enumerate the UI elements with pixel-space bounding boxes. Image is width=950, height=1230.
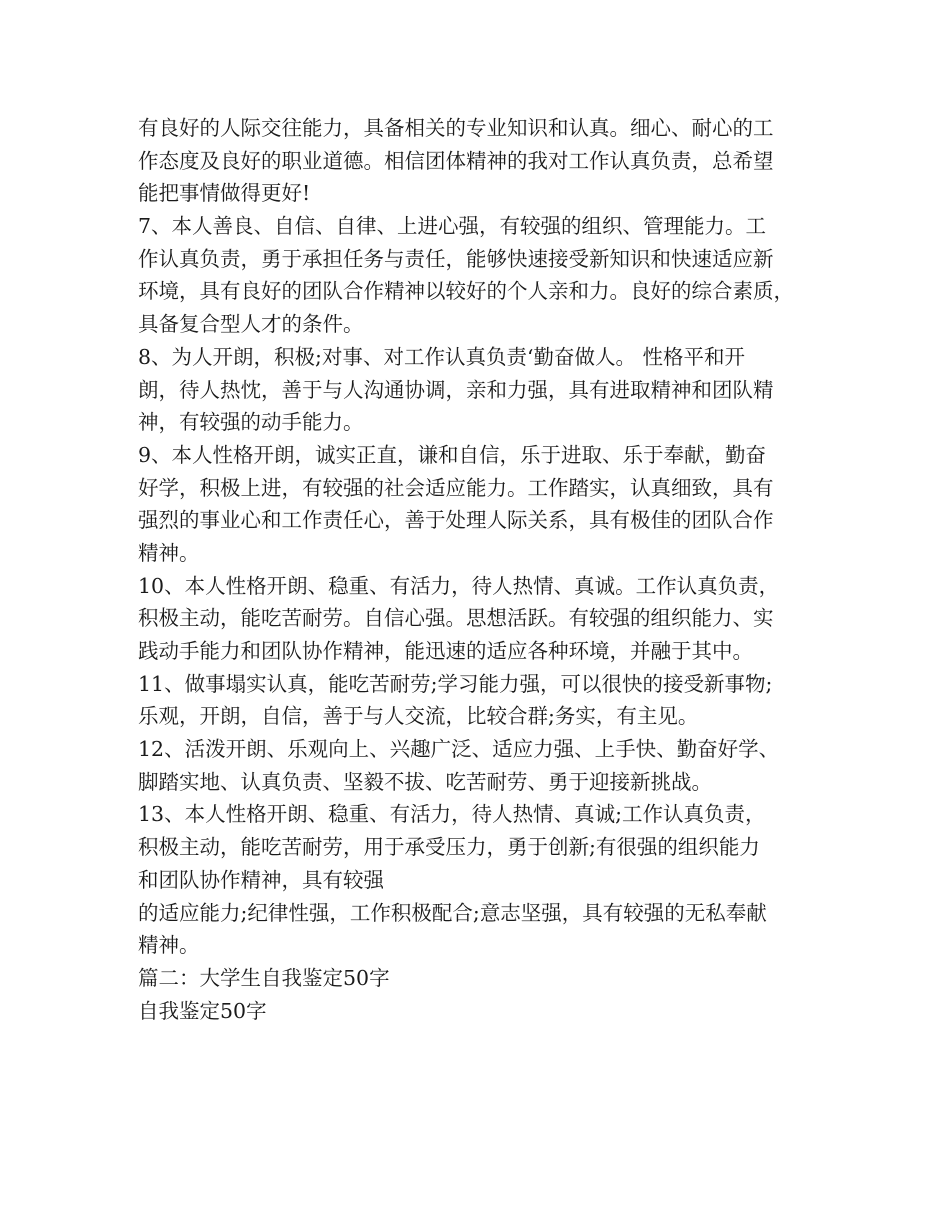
text-line: 好学，积极上进，有较强的社会适应能力。工作踏实，认真细致，具有 bbox=[138, 475, 774, 500]
text-line: 乐观，开朗，自信，善于与人交流，比较合群;务实，有主见。 bbox=[138, 704, 699, 729]
text-line: 10、本人性格开朗、稳重、有活力，待人热情、真诚。工作认真负责， bbox=[138, 573, 780, 598]
text-line: 朗，待人热忱，善于与人沟通协调，亲和力强，具有进取精神和团队精 bbox=[138, 377, 774, 402]
text-line: 践动手能力和团队协作精神，能迅速的适应各种环境，并融于其中。 bbox=[138, 639, 753, 663]
text-line: 具备复合型人才的条件。 bbox=[138, 312, 364, 337]
text-line: 有良好的人际交往能力，具备相关的专业知识和认真。细心、耐心的工 bbox=[138, 116, 774, 140]
text-line: 13、本人性格开朗、稳重、有活力，待人热情、真诚;工作认真负责， bbox=[138, 802, 766, 827]
text-line: 精神。 bbox=[138, 540, 200, 565]
section-heading: 篇二：大学生自我鉴定50字 bbox=[138, 965, 390, 990]
text-line: 神，有较强的动手能力。 bbox=[138, 410, 364, 435]
text-line: 作认真负责，勇于承担任务与责任，能够快速接受新知识和快速适应新 bbox=[138, 246, 774, 271]
text-line: 积极主动，能吃苦耐劳，用于承受压力，勇于创新;有很强的组织能力 bbox=[138, 835, 760, 860]
text-line: 作态度及良好的职业道德。相信团体精神的我对工作认真负责，总希望 bbox=[138, 148, 774, 173]
text-line: 7、本人善良、自信、自律、上进心强，有较强的组织、管理能力。工 bbox=[138, 214, 767, 239]
text-line: 12、活泼开朗、乐观向上、兴趣广泛、适应力强、上手快、勤奋好学、 bbox=[138, 737, 780, 762]
text-line: 11、做事塌实认真，能吃苦耐劳;学习能力强，可以很快的接受新事物; bbox=[138, 671, 773, 696]
text-line: 能把事情做得更好! bbox=[138, 181, 311, 206]
text-line: 强烈的事业心和工作责任心，善于处理人际关系，具有极佳的团队合作 bbox=[138, 508, 774, 533]
text-line: 积极主动，能吃苦耐劳。自信心强。思想活跃。有较强的组织能力、实 bbox=[138, 606, 774, 631]
text-line: 脚踏实地、认真负责、坚毅不拔、吃苦耐劳、勇于迎接新挑战。 bbox=[138, 769, 712, 794]
document-body bbox=[138, 112, 838, 1027]
text-line: 精神。 bbox=[138, 933, 200, 958]
text-line: 和团队协作精神，具有较强 bbox=[138, 867, 384, 892]
text-line: 9、本人性格开朗，诚实正直，谦和自信，乐于进取、乐于奉献，勤奋 bbox=[138, 442, 767, 467]
text-line: 环境，具有良好的团队合作精神以较好的个人亲和力。良好的综合素质， bbox=[138, 279, 794, 304]
text-line: 8、为人开朗，积极;对事、对工作认真负责‘勤奋做人。 性格平和开 bbox=[138, 344, 745, 369]
text-line: 的适应能力;纪律性强，工作积极配合;意志坚强，具有较强的无私奉献 bbox=[138, 900, 767, 925]
section-subheading: 自我鉴定50字 bbox=[138, 998, 267, 1023]
